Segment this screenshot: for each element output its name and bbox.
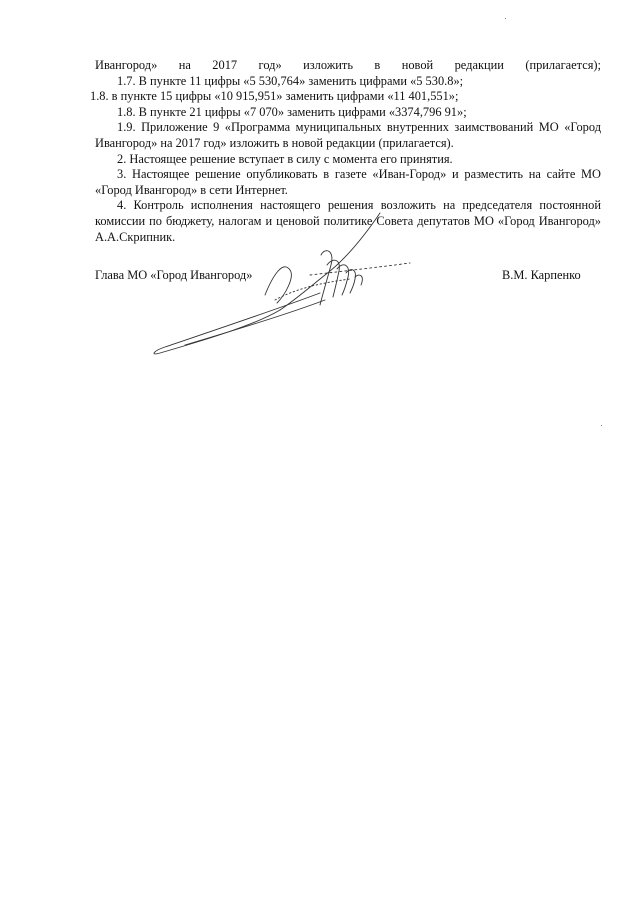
handwritten-signature <box>145 205 425 365</box>
scan-speck <box>505 18 506 19</box>
paragraph-continuation: Ивангород» на 2017 год» изложить в новой редакции (прилагается); <box>95 58 601 72</box>
signatory-position: Глава МО «Город Ивангород» <box>95 268 253 282</box>
paragraph-4: 4. Контроль исполнения настоящего решения возложить на председателя постоянной комиссии по бюджету, налогам и ценовой политике Совета депутатов МО «Город Ивангород» А.А.Скрипник. <box>95 198 601 244</box>
signatory-name: В.М. Карпенко <box>502 268 581 282</box>
paragraph-1-9: 1.9. Приложение 9 «Программа муниципальных внутренних заимствований МО «Город Ивангород» на 2017 год» изложить в новой редакции (прилагается). <box>95 120 601 150</box>
paragraph-1-8-a: 1.8. в пункте 15 цифры «10 915,951» заменить цифрами «11 401,551»; <box>90 89 459 104</box>
scan-speck <box>601 425 602 426</box>
paragraph-3: 3. Настоящее решение опубликовать в газете «Иван-Город» и разместить на сайте МО «Город Ивангород» в сети Интернет. <box>95 167 601 197</box>
paragraph-1-8-b: 1.8. В пункте 21 цифры «7 070» заменить цифрами «3374,796 91»; <box>117 104 467 119</box>
paragraph-2: 2. Настоящее решение вступает в силу с момента его принятия. <box>117 151 453 166</box>
paragraph-1-7: 1.7. В пункте 11 цифры «5 530,764» заменить цифрами «5 530.8»; <box>117 73 464 88</box>
